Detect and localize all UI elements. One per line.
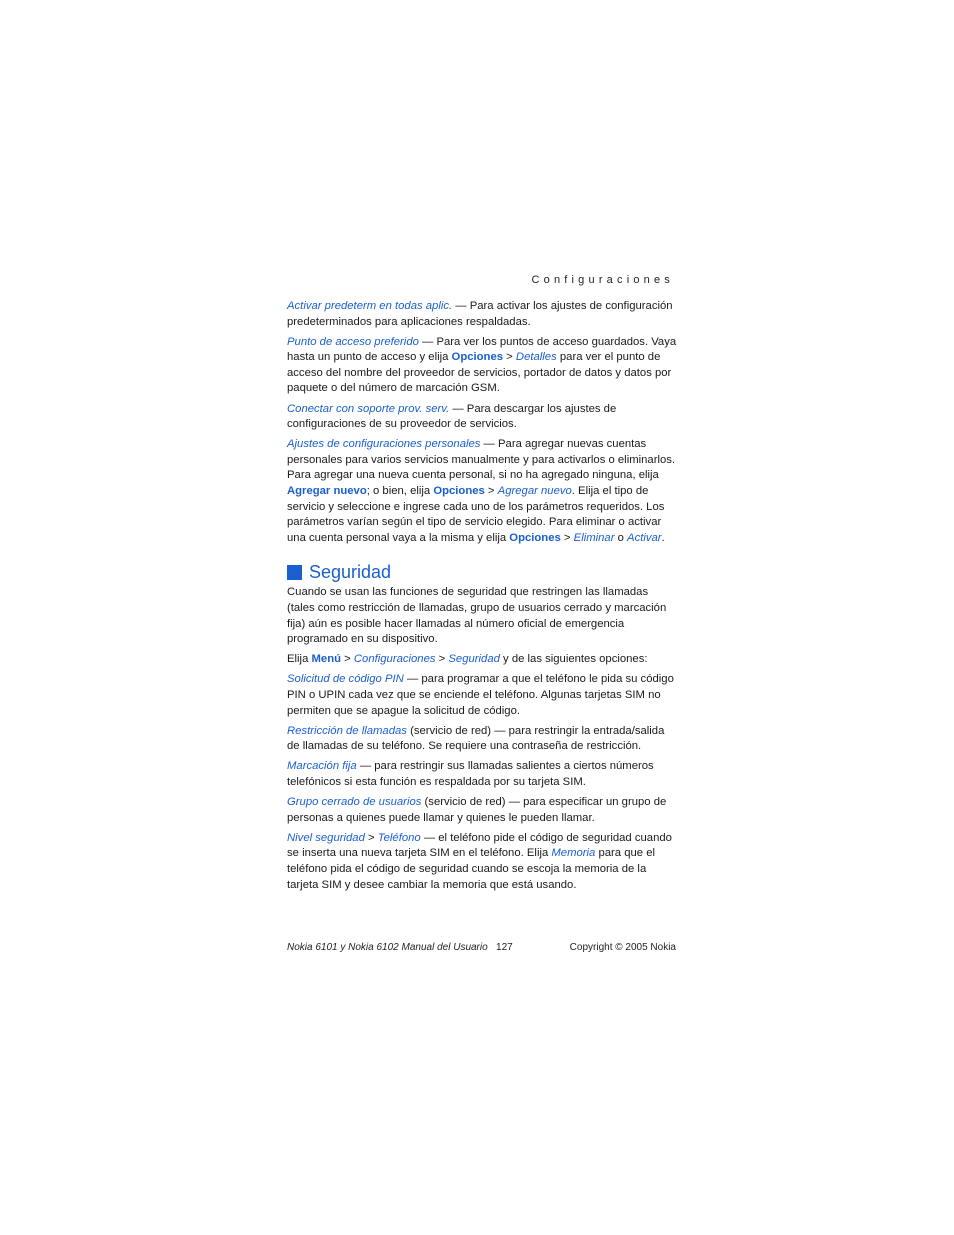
menu-term: Restricción de llamadas [287, 724, 407, 737]
section-heading [287, 562, 677, 582]
option-paragraph [287, 299, 677, 330]
section-title: Seguridad [309, 562, 392, 583]
menu-term: Grupo cerrado de usuarios [287, 796, 422, 809]
text-run: — el teléfono pide el código de seguridad cuando se inserta una nueva tarjeta SIM en el teléfono. Elija [287, 831, 672, 860]
menu-term: Eliminar [573, 531, 615, 544]
text-run: — Para descargar los ajustes de configuraciones de su proveedor de servicios. [287, 402, 617, 431]
menu-path-paragraph [287, 652, 677, 668]
intro-paragraph [287, 585, 677, 647]
text-run: (servicio de red) — para especificar un grupo de personas a quienes puede llamar y quienes le pueden llamar. [287, 796, 667, 824]
text-run: > [503, 351, 516, 364]
option-paragraph [287, 759, 677, 790]
softkey-term: Opciones [451, 351, 504, 364]
menu-term: Agregar nuevo [497, 485, 572, 498]
text-run: — Para activar los ajustes de configuración predeterminados para aplicaciones respaldadas. [287, 300, 673, 328]
option-paragraph [287, 672, 677, 719]
text-run: > [364, 831, 378, 844]
footer-left [287, 942, 513, 953]
running-header: Configuraciones [531, 274, 674, 286]
text-run: > [341, 653, 354, 666]
text-run: (servicio de red) — para restringir la entrada/salida de llamadas de su teléfono. Se requiere una contraseña de restricción. [287, 724, 665, 753]
text-run: . [661, 531, 665, 544]
menu-term: Teléfono [377, 831, 421, 844]
page-number: 127 [496, 942, 513, 953]
text-run: Cuando se usan las funciones de seguridad que restringen las llamadas (tales como restricción de llamadas, grupo de usuarios cerrado y marcación fija) aún es posible hacer llamadas al número oficial de emergencia programado en su dispositivo. [287, 586, 667, 646]
text-run: ; o bien, elija [366, 485, 434, 498]
config-options-list [287, 299, 677, 546]
softkey-term: Opciones [509, 531, 561, 544]
text-run: > [435, 653, 449, 666]
text-run: . Elija el tipo de servicio y seleccione e ingrese cada uno de los parámetros requeridos. Los parámetros varían según el tipo de servicio elegido. Para eliminar o activar una cuenta personal vaya a la misma y elija [287, 485, 665, 544]
menu-term: Seguridad [448, 653, 500, 666]
softkey-term: Agregar nuevo [287, 485, 367, 498]
menu-term: Activar predeterm en todas aplic. [287, 300, 453, 312]
text-run: para que el teléfono pida el código de seguridad cuando se escoja la memoria de la tarjeta SIM y desee cambiar la memoria que está usando. [287, 847, 656, 891]
option-paragraph [287, 335, 677, 397]
menu-term: Punto de acceso preferido [287, 335, 419, 348]
text-run: — para programar a que el teléfono le pida su código PIN o UPIN cada vez que se enciende el teléfono. Algunas tarjetas SIM no permiten que se apague la solicitud de código. [287, 673, 674, 717]
page-content [287, 299, 677, 898]
option-paragraph [287, 402, 677, 433]
softkey-term: Menú [311, 653, 341, 666]
menu-term: Activar [627, 531, 662, 544]
manual-title: Nokia 6101 y Nokia 6102 Manual del Usuario [287, 942, 488, 953]
menu-term: Detalles [515, 351, 557, 364]
text-run: para ver el punto de acceso del nombre del proveedor de servicios, portador de datos y datos por paquete o del número de marcación GSM. [287, 351, 672, 395]
menu-term: Nivel seguridad [287, 831, 365, 844]
menu-term: Solicitud de código PIN [287, 673, 404, 686]
text-run: Elija [287, 653, 312, 666]
copyright: Copyright © 2005 Nokia [569, 942, 676, 953]
text-run: — Para agregar nuevas cuentas personales para varios servicios manualmente y para activarlos o eliminarlos. Para agregar una nueva cuenta personal, si no ha agregado ninguna, elija [287, 438, 676, 482]
menu-term: Memoria [551, 847, 596, 860]
security-section [287, 585, 677, 893]
menu-term: Conectar con soporte prov. serv. [287, 402, 450, 415]
page-footer [287, 942, 676, 953]
softkey-term: Opciones [433, 485, 485, 498]
text-run: > [560, 531, 574, 544]
text-run: y de las siguientes opciones: [499, 653, 648, 666]
menu-term: Ajustes de configuraciones personales [287, 438, 481, 451]
option-paragraph [287, 831, 677, 893]
text-run: — Para ver los puntos de acceso guardados. Vaya hasta un punto de acceso y elija [287, 335, 677, 364]
text-run: — para restringir sus llamadas salientes a ciertos números telefónicos si esta función es respaldada por su tarjeta SIM. [287, 760, 654, 788]
option-paragraph [287, 795, 677, 826]
section-square-icon [287, 565, 302, 580]
menu-term: Marcación fija [287, 760, 357, 773]
option-paragraph [287, 437, 677, 546]
option-paragraph [287, 724, 677, 755]
menu-term: Configuraciones [353, 653, 436, 666]
text-run: > [484, 485, 498, 498]
text-run: o [614, 531, 628, 544]
